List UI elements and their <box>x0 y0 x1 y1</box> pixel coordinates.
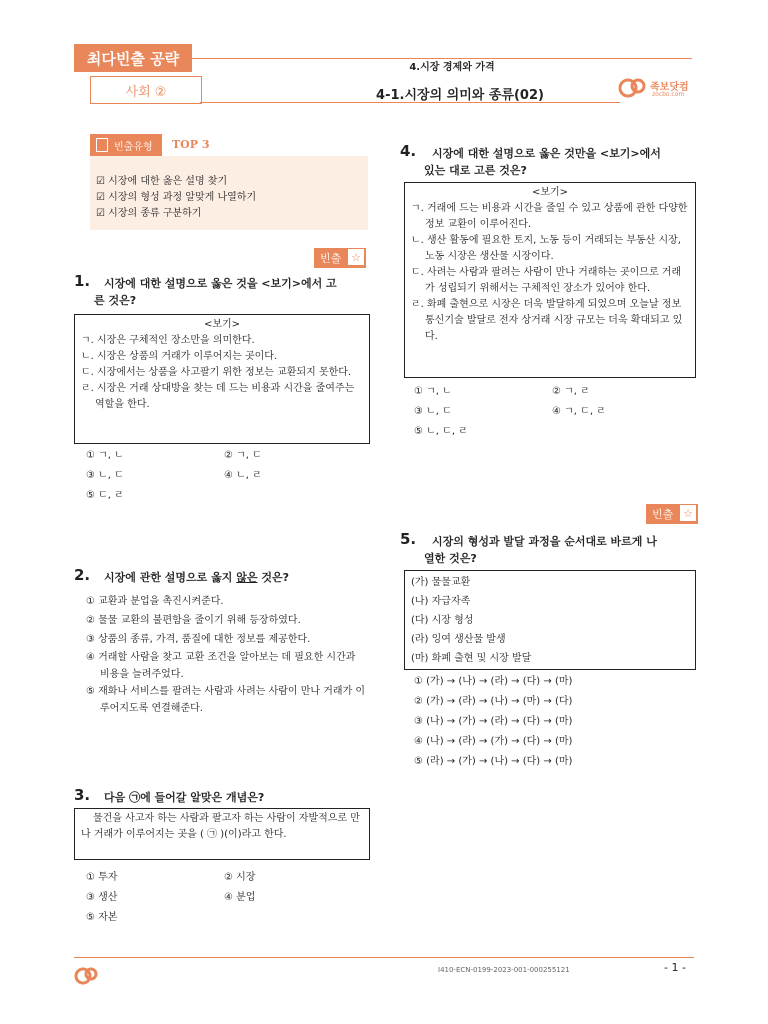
types-header-label: 빈출유형 <box>114 141 153 153</box>
q2-option[interactable]: ④ 거래할 사람을 찾고 교환 조건을 알아보는 데 필요한 시간과 비용을 늘려주었다. <box>86 652 356 680</box>
q4-option[interactable]: ② ㄱ, ㄹ <box>552 386 590 397</box>
q2-number: 2. <box>74 566 91 584</box>
q2-option[interactable]: ① 교환과 분업을 촉진시켜준다. <box>86 596 224 607</box>
hot-badge: 빈출 ☆ <box>314 248 366 268</box>
q3-option[interactable]: ③ 생산 <box>86 892 118 903</box>
section-tab: 최다빈출 공략 <box>74 44 192 72</box>
q2-option[interactable]: ⑤ 재화나 서비스를 팔려는 사람과 사려는 사람이 만나 거래가 이루어지도록 연결해준다. <box>86 686 366 714</box>
q5-option[interactable]: ② (가) → (라) → (나) → (마) → (다) <box>414 696 573 707</box>
q2-options <box>86 592 368 717</box>
q5-option[interactable]: ① (가) → (나) → (라) → (다) → (마) <box>414 676 573 687</box>
q4-option[interactable]: ④ ㄱ, ㄷ, ㄹ <box>552 406 606 417</box>
chapter-title: 4.시장 경제와 가격 <box>409 62 495 73</box>
unit-title: 4-1.시장의 의미와 종류(02) <box>376 88 544 103</box>
q5-option[interactable]: ③ (나) → (가) → (라) → (다) → (마) <box>414 716 573 727</box>
subject-label: 사회 ② <box>90 76 202 104</box>
q5-option[interactable]: ④ (나) → (라) → (가) → (다) → (마) <box>414 736 573 747</box>
types-top3: TOP 3 <box>172 138 210 151</box>
q1-option[interactable]: ④ ㄴ, ㄹ <box>224 470 262 481</box>
q3-option[interactable]: ② 시장 <box>224 872 256 883</box>
logo-text: 족보닷컴 <box>650 82 689 93</box>
footer-rule <box>74 957 694 958</box>
q1-option[interactable]: ② ㄱ, ㄷ <box>224 450 262 461</box>
hot-badge: 빈출 ☆ <box>646 504 698 524</box>
q4-example-box: <보기> ㄱ. 거래에 드는 비용과 시간을 줄일 수 있고 상품에 관한 다양한 정보 교환이 이루어진다. ㄴ. 생산 활동에 필요한 토지, 노동 등이 거래되는 부동산 시장, 노동 시장은 생산물 시장이다. ㄷ. 사려는 사람과 팔려는 사람이 만나 거래하는 곳이므로 거래가 성립되기 위해서는 구체적인 장소가 있어야 한다. ㄹ. 화폐 출현으로 시장은 더욱 발달하게 되었으며 오늘날 정보통신기술 발달로 전자 상거래 시장 규모는 더욱 확대되고 있다. <box>404 182 696 378</box>
q4-option[interactable]: ③ ㄴ, ㄷ <box>414 406 452 417</box>
star-icon: ☆ <box>348 249 364 265</box>
q2-option[interactable]: ③ 상품의 종류, 가격, 품질에 대한 정보를 제공한다. <box>86 634 311 645</box>
q5-text: 시장의 형성과 발달 과정을 순서대로 바르게 나 열한 것은? <box>424 535 657 565</box>
q3-number: 3. <box>74 786 91 804</box>
type-item: ☑ 시장의 종류 구분하기 <box>96 208 202 219</box>
q3-option[interactable]: ① 투자 <box>86 872 118 883</box>
book-icon <box>96 138 108 152</box>
type-item: ☑ 시장에 대한 옳은 설명 찾기 <box>96 176 228 187</box>
q3-option[interactable]: ④ 분업 <box>224 892 256 903</box>
q2-option[interactable]: ② 물물 교환의 불편함을 줄이기 위해 등장하였다. <box>86 615 301 626</box>
star-icon: ☆ <box>680 505 696 521</box>
types-header <box>90 134 162 156</box>
q4-option[interactable]: ⑤ ㄴ, ㄷ, ㄹ <box>414 426 468 437</box>
logo-subtext: zocbo.com <box>652 91 685 98</box>
q1-number: 1. <box>74 272 91 290</box>
q4-number: 4. <box>400 142 417 160</box>
q1-text: 시장에 대한 설명으로 옳은 것을 <보기>에서 고 른 것은? <box>94 277 337 307</box>
q5-option[interactable]: ⑤ (라) → (가) → (나) → (다) → (마) <box>414 756 573 767</box>
q1-option[interactable]: ① ㄱ, ㄴ <box>86 450 124 461</box>
q3-passage-box: 물건을 사고자 하는 사람과 팔고자 하는 사람이 자발적으로 만나 거래가 이루어지는 곳을 ( ㉠ )(이)라고 한다. <box>74 808 370 860</box>
q5-steps-box: (가) 물물교환 (나) 자급자족 (다) 시장 형성 (라) 잉여 생산물 발생 (마) 화폐 출현 및 시장 발달 <box>404 570 696 670</box>
q2-text: 시장에 관한 설명으로 옳지 않은 것은? <box>104 571 289 584</box>
q1-option[interactable]: ③ ㄴ, ㄷ <box>86 470 124 481</box>
q4-option[interactable]: ① ㄱ, ㄴ <box>414 386 452 397</box>
q3-option[interactable]: ⑤ 자본 <box>86 912 118 923</box>
q5-options <box>414 672 572 772</box>
document-code: I410-ECN-0199-2023-001-000255121 <box>438 966 570 974</box>
q3-text: 다음 ㉠에 들어갈 알맞은 개념은? <box>104 791 265 804</box>
q1-example-box: <보기> ㄱ. 시장은 구체적인 장소만을 의미한다. ㄴ. 시장은 상품의 거래가 이루어지는 곳이다. ㄷ. 시장에서는 상품을 사고팔기 위한 정보는 교환되지 못한다. ㄹ. 시장은 거래 상대방을 찾는 데 드는 비용과 시간을 줄여주는 역할을 한다. <box>74 314 370 444</box>
q1-option[interactable]: ⑤ ㄷ, ㄹ <box>86 490 124 501</box>
footer-logo-icon <box>74 964 100 988</box>
page-number: - 1 - <box>664 961 686 974</box>
logo-icon <box>618 74 648 102</box>
type-item: ☑ 시장의 형성 과정 알맞게 나열하기 <box>96 192 257 203</box>
q4-text: 시장에 대한 설명으로 옳은 것만을 <보기>에서 있는 대로 고른 것은? <box>424 147 661 177</box>
q5-number: 5. <box>400 530 417 548</box>
